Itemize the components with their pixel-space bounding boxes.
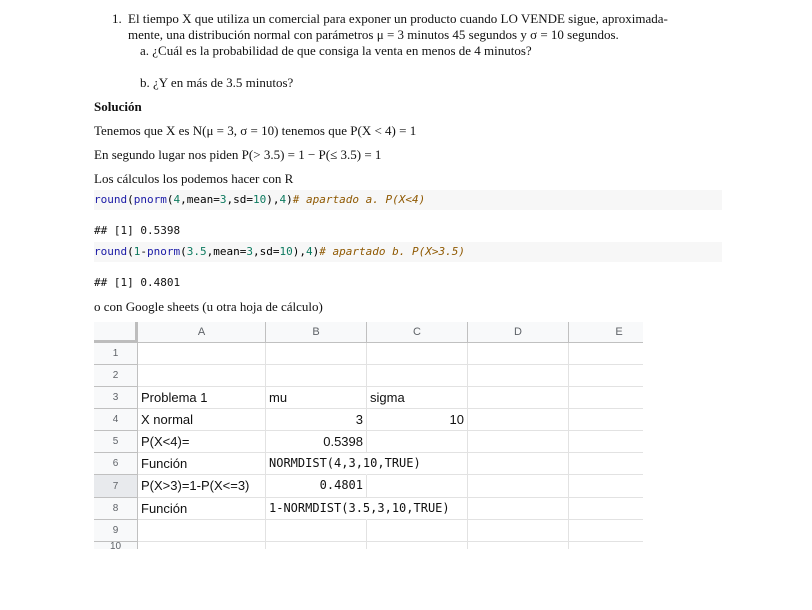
problem-part-b: b. ¿Y en más de 3.5 minutos? xyxy=(140,75,294,90)
row-header-8: 8 xyxy=(94,498,138,520)
sheet-corner xyxy=(94,322,138,343)
cell-b3[interactable]: mu xyxy=(266,387,367,409)
cell-b6[interactable]: NORMDIST(4,3,10,TRUE) xyxy=(266,453,367,475)
row-header-10: 10 xyxy=(94,542,138,549)
solution-line-4: o con Google sheets (u otra hoja de cálculo) xyxy=(94,299,323,314)
cell-c3[interactable]: sigma xyxy=(367,387,468,409)
problem-line-2: mente, una distribución normal con parámetros μ = 3 minutos 45 segundos y σ = 10 segundos. xyxy=(128,27,619,42)
spreadsheet xyxy=(94,322,643,549)
row-header-6: 6 xyxy=(94,453,138,475)
problem-part-a: a. ¿Cuál es la probabilidad de que consiga la venta en menos de 4 minutos? xyxy=(140,43,532,58)
code-block-a: round(pnorm(4,mean=3,sd=10),4)# apartado a. P(X<4) xyxy=(94,190,722,210)
code-output-b: ## [1] 0.4801 xyxy=(94,276,181,289)
column-header-a: A xyxy=(138,322,266,343)
row-header-2: 2 xyxy=(94,365,138,387)
row-header-3: 3 xyxy=(94,387,138,409)
problem-number: 1. xyxy=(112,11,122,26)
cell-b4[interactable]: 3 xyxy=(266,409,367,431)
cell-b8[interactable]: 1-NORMDIST(3.5,3,10,TRUE) xyxy=(266,498,367,520)
cell-b5[interactable]: 0.5398 xyxy=(266,431,367,453)
cell-c4[interactable]: 10 xyxy=(367,409,468,431)
cell-a5[interactable]: P(X<4)= xyxy=(138,431,266,453)
cell-a6[interactable]: Función xyxy=(138,453,266,475)
column-header-e: E xyxy=(569,322,643,343)
cell-a4[interactable]: X normal xyxy=(138,409,266,431)
row-header-5: 5 xyxy=(94,431,138,453)
code-block-b: round(1-pnorm(3.5,mean=3,sd=10),4)# apartado b. P(X>3.5) xyxy=(94,242,722,262)
column-header-b: B xyxy=(266,322,367,343)
solution-line-1: Tenemos que X es N(μ = 3, σ = 10) tenemos que P(X < 4) = 1 xyxy=(94,123,417,138)
cell-a8[interactable]: Función xyxy=(138,498,266,520)
row-header-1: 1 xyxy=(94,343,138,365)
solution-line-2: En segundo lugar nos piden P(> 3.5) = 1 − P(≤ 3.5) = 1 xyxy=(94,147,382,162)
problem-line-1: El tiempo X que utiliza un comercial para exponer un producto cuando LO VENDE sigue, aproximada- xyxy=(128,11,668,26)
row-header-7: 7 xyxy=(94,475,138,498)
row-header-4: 4 xyxy=(94,409,138,431)
row-header-9: 9 xyxy=(94,520,138,542)
column-header-d: D xyxy=(468,322,569,343)
cell-b7[interactable]: 0.4801 xyxy=(266,475,367,498)
code-output-a: ## [1] 0.5398 xyxy=(94,224,181,237)
column-header-c: C xyxy=(367,322,468,343)
cell-a7[interactable]: P(X>3)=1-P(X<=3) xyxy=(138,475,266,498)
cell-a3[interactable]: Problema 1 xyxy=(138,387,266,409)
solution-heading: Solución xyxy=(94,99,142,114)
solution-line-3: Los cálculos los podemos hacer con R xyxy=(94,171,294,186)
